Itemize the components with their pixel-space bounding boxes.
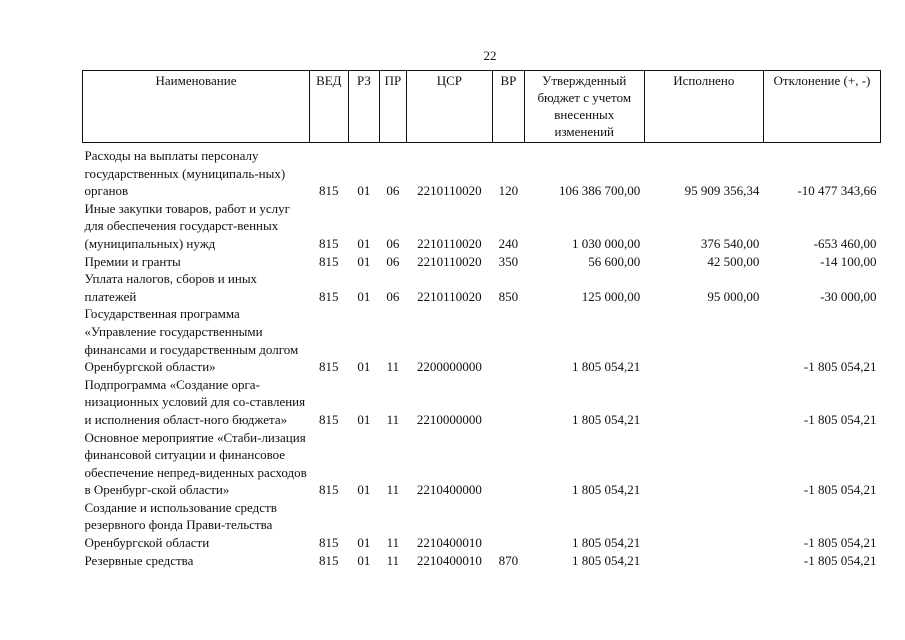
row-pr-cell: 11: [386, 411, 400, 427]
row-executed-cell: [644, 305, 763, 375]
table-row: [83, 376, 881, 429]
row-pr-cell: 11: [386, 552, 400, 568]
row-executed-cell: [644, 376, 763, 429]
row-approved-cell: 1 805 054,21: [572, 411, 641, 427]
row-pr-cell: 11: [386, 482, 400, 498]
row-executed-cell: 376 540,00: [700, 235, 760, 251]
row-csr-cell: 2200000000: [416, 359, 482, 375]
header-executed: Исполнено: [644, 71, 763, 143]
row-deviation-cell: -1 805 054,21: [803, 482, 877, 498]
row-name-cell: Премии и гранты: [84, 253, 181, 269]
table-row: [83, 143, 881, 200]
row-name-cell: Иные закупки товаров, работ и услуг для обеспечения государст-венных (муниципальных) нужд: [84, 200, 290, 251]
row-rz-cell: 01: [357, 552, 371, 568]
row-ved-cell: 815: [319, 235, 339, 251]
row-ved-cell: 815: [319, 482, 339, 498]
header-pr: ПР: [380, 71, 406, 143]
table-row: [83, 429, 881, 499]
table-row: [83, 552, 881, 570]
row-name-cell: Уплата налогов, сборов и иных платежей: [84, 271, 258, 304]
row-pr-cell: 11: [386, 359, 400, 375]
row-deviation-cell: -1 805 054,21: [803, 535, 877, 551]
row-deviation-cell: -10 477 343,66: [797, 183, 877, 199]
row-pr-cell: 06: [386, 253, 400, 269]
row-executed-cell: [644, 499, 763, 552]
row-executed-cell: 95 000,00: [707, 288, 760, 304]
row-csr-cell: 2210400000: [416, 482, 482, 498]
row-vr-cell: 870: [498, 552, 519, 568]
table-body: [83, 143, 881, 570]
row-pr-cell: 11: [386, 535, 400, 551]
table-row: [83, 270, 881, 305]
row-name-cell: Создание и использование средств резервного фонда Прави-тельства Оренбургской области: [84, 499, 277, 551]
row-rz-cell: 01: [357, 482, 371, 498]
header-rz: РЗ: [348, 71, 380, 143]
row-approved-cell: 1 805 054,21: [572, 535, 641, 551]
row-csr-cell: 2210110020: [417, 253, 482, 269]
row-rz-cell: 01: [357, 535, 371, 551]
row-deviation-cell: -1 805 054,21: [803, 552, 877, 568]
row-csr-cell: 2210110020: [417, 235, 482, 251]
row-ved-cell: 815: [319, 359, 339, 375]
row-deviation-cell: -14 100,00: [820, 253, 877, 269]
row-rz-cell: 01: [357, 183, 371, 199]
row-vr-cell: 120: [498, 183, 519, 199]
row-csr-cell: 2210000000: [416, 411, 482, 427]
row-approved-cell: 125 000,00: [581, 288, 641, 304]
row-ved-cell: 815: [319, 253, 339, 269]
row-rz-cell: 01: [357, 359, 371, 375]
row-deviation-cell: -653 460,00: [813, 235, 877, 251]
row-ved-cell: 815: [319, 411, 339, 427]
budget-table: [82, 70, 881, 569]
page-number: 22: [483, 48, 497, 63]
row-vr-cell: [493, 376, 525, 429]
table-row: [83, 499, 881, 552]
row-ved-cell: 815: [319, 535, 339, 551]
row-executed-cell: [644, 429, 763, 499]
row-approved-cell: 56 600,00: [588, 253, 641, 269]
row-rz-cell: 01: [357, 411, 371, 427]
row-vr-cell: [493, 499, 525, 552]
header-name: Наименование: [83, 71, 310, 143]
table-header-row: [83, 71, 881, 143]
row-deviation-cell: -1 805 054,21: [803, 411, 877, 427]
header-deviation: Отклонение (+, -): [763, 71, 880, 143]
row-deviation-cell: -1 805 054,21: [803, 359, 877, 375]
row-vr-cell: 350: [498, 253, 519, 269]
row-name-cell: Расходы на выплаты персоналу государственных (муниципаль-ных) органов: [84, 148, 286, 199]
row-ved-cell: 815: [319, 183, 339, 199]
header-csr: ЦСР: [406, 71, 493, 143]
row-csr-cell: 2210110020: [417, 183, 482, 199]
row-rz-cell: 01: [357, 235, 371, 251]
row-vr-cell: [493, 305, 525, 375]
header-ved: ВЕД: [309, 71, 348, 143]
row-executed-cell: [644, 552, 763, 570]
row-ved-cell: 815: [319, 288, 339, 304]
row-name-cell: Основное мероприятие «Стаби-лизация финансовой ситуации и финансовое обеспечение непред-виденных расходов в Оренбург-ской области»: [84, 429, 307, 498]
header-vr: ВР: [493, 71, 525, 143]
row-rz-cell: 01: [357, 253, 371, 269]
row-pr-cell: 06: [386, 235, 400, 251]
row-vr-cell: 850: [498, 288, 519, 304]
row-name-cell: Подпрограмма «Создание орга-низационных условий для со-ставления и исполнения област-ного бюджета»: [84, 376, 306, 427]
table-row: [83, 200, 881, 253]
row-ved-cell: 815: [319, 552, 339, 568]
row-pr-cell: 06: [386, 288, 400, 304]
row-vr-cell: 240: [498, 235, 519, 251]
row-executed-cell: 95 909 356,34: [684, 183, 760, 199]
row-approved-cell: 1 805 054,21: [572, 482, 641, 498]
row-name-cell: Государственная программа «Управление государственными финансами и государственным долгом Оренбургской области»: [84, 306, 299, 375]
row-csr-cell: 2210400010: [416, 552, 482, 568]
row-rz-cell: 01: [357, 288, 371, 304]
row-name-cell: Резервные средства: [84, 552, 194, 568]
row-pr-cell: 06: [386, 183, 400, 199]
row-csr-cell: 2210400010: [416, 535, 482, 551]
table-row: [83, 253, 881, 271]
row-approved-cell: 1 805 054,21: [572, 552, 641, 568]
row-deviation-cell: -30 000,00: [820, 288, 877, 304]
row-approved-cell: 1 805 054,21: [572, 359, 641, 375]
row-approved-cell: 1 030 000,00: [572, 235, 641, 251]
row-approved-cell: 106 386 700,00: [559, 183, 641, 199]
header-approved-budget: Утвержденный бюджет с учетом внесенных изменений: [524, 71, 644, 143]
row-csr-cell: 2210110020: [417, 288, 482, 304]
table-row: [83, 305, 881, 375]
row-vr-cell: [493, 429, 525, 499]
row-executed-cell: 42 500,00: [707, 253, 760, 269]
